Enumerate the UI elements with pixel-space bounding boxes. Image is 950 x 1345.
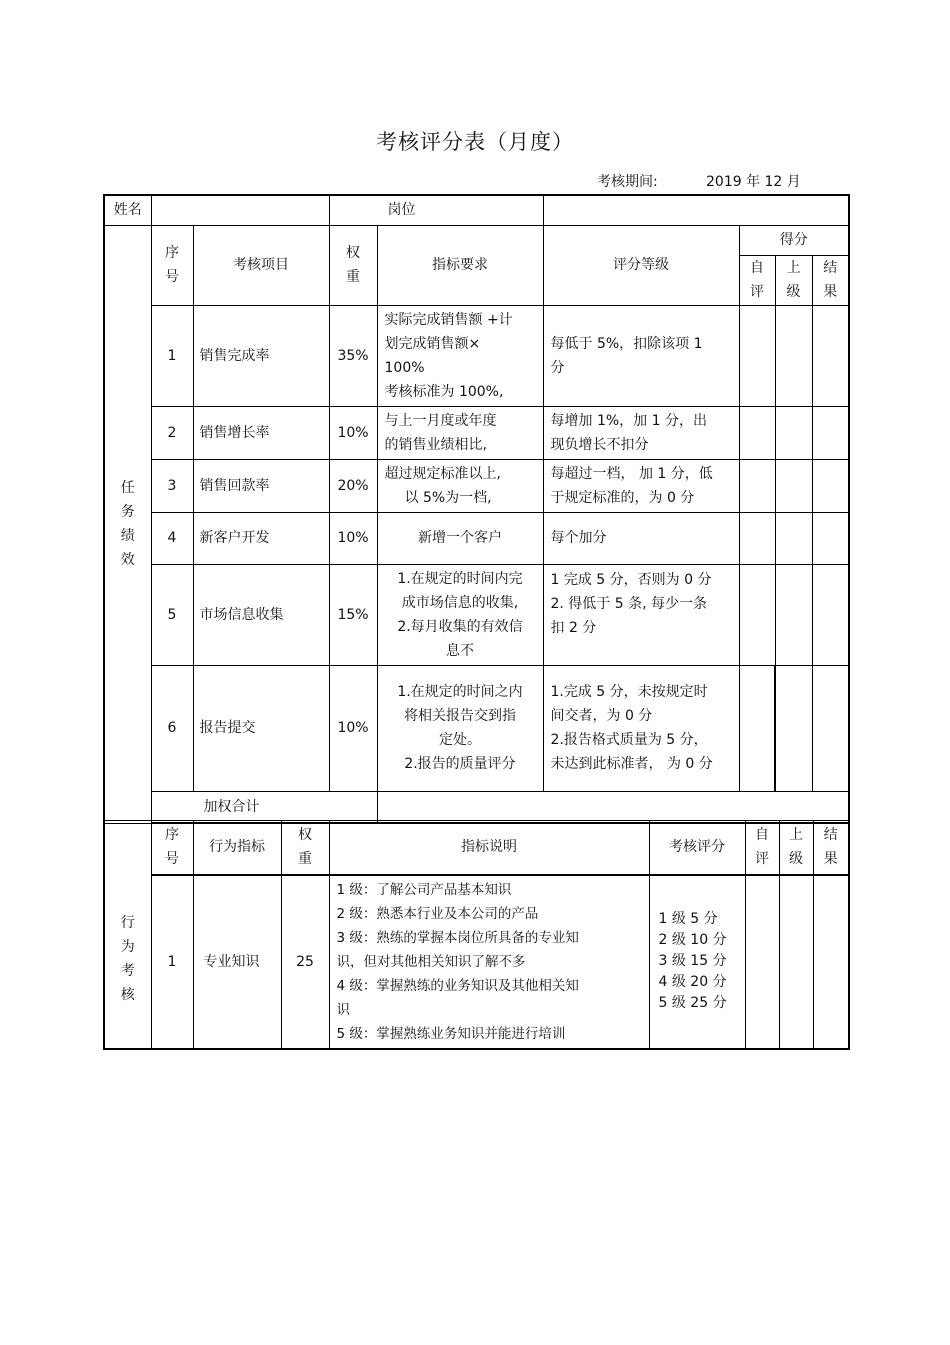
superior-score-cell[interactable] [779,875,813,1049]
row-grading: 每增加 1%，加 1 分，出 现负增长不扣分 [543,406,739,459]
table-row [104,305,849,406]
row-weight: 10% [329,512,377,564]
row-rating: 1 级 5 分 2 级 10 分 3 级 15 分 4 级 20 分 5 级 25 分 [649,875,745,1049]
self-score-cell[interactable] [739,665,775,791]
name-field[interactable] [151,195,329,225]
indicator-header: 行为指标 [193,821,281,875]
self-header: 自 评 [745,821,779,875]
position-label: 岗位 [329,195,543,225]
table-row [104,564,849,665]
task-section-label: 任 务 绩 效 [104,225,151,823]
result-score-cell[interactable] [812,512,849,564]
row-item: 销售回款率 [193,459,329,512]
self-score-cell[interactable] [739,459,775,512]
seq-header: 序 号 [151,225,193,305]
self-header: 自 评 [739,255,775,305]
row-seq: 4 [151,512,193,564]
row-requirement: 实际完成销售额 +计 划完成销售额× 100% 考核标准为 100%, [377,305,543,406]
period-label: 考核期间: [597,174,658,190]
table-row [104,459,849,512]
page-title: 考核评分表（月度） [376,130,574,154]
row-item: 销售增长率 [193,406,329,459]
table-row [104,512,849,564]
row-requirement: 1.在规定的时间内完 成市场信息的收集, 2.每月收集的有效信 息不 [377,564,543,665]
result-score-cell[interactable] [812,665,849,791]
row-requirement: 新增一个客户 [377,512,543,564]
row-indicator: 专业知识 [193,875,281,1049]
behavior-table [103,820,850,1050]
superior-header: 上 级 [775,255,812,305]
row-seq: 6 [151,665,193,791]
row-weight: 10% [329,406,377,459]
superior-score-cell[interactable] [775,564,812,665]
row-seq: 2 [151,406,193,459]
row-seq: 1 [151,305,193,406]
row-weight: 35% [329,305,377,406]
superior-score-cell[interactable] [775,406,812,459]
result-score-cell[interactable] [812,406,849,459]
self-score-cell[interactable] [739,512,775,564]
row-requirement: 超过规定标准以上, 以 5%为一档, [377,459,543,512]
row-item: 市场信息收集 [193,564,329,665]
grading-header: 评分等级 [543,225,739,305]
weighted-total-label: 加权合计 [151,791,377,823]
result-score-cell[interactable] [812,564,849,665]
seq-header: 序 号 [151,821,193,875]
row-item: 新客户开发 [193,512,329,564]
row-requirement: 1.在规定的时间之内 将相关报告交到指 定处。 2.报告的质量评分 [377,665,543,791]
self-score-cell[interactable] [739,406,775,459]
self-score-cell[interactable] [739,305,775,406]
weight-header: 权 重 [329,225,377,305]
position-field[interactable] [543,195,849,225]
row-grading: 1.完成 5 分，未按规定时 间交者，为 0 分 2.报告格式质量为 5 分， 未达到此标准者， 为 0 分 [543,665,739,791]
requirement-header: 指标要求 [377,225,543,305]
row-weight: 25 [281,875,329,1049]
name-label: 姓名 [104,195,151,225]
weight-header: 权 重 [281,821,329,875]
row-seq: 3 [151,459,193,512]
result-header: 结 果 [812,255,849,305]
weighted-total-value[interactable] [377,791,849,823]
row-grading: 1 完成 5 分，否则为 0 分 2. 得低于 5 条, 每少一条 扣 2 分 [543,564,739,665]
row-seq: 1 [151,875,193,1049]
table-row [104,875,849,1049]
table-row [104,406,849,459]
task-table [103,194,850,824]
superior-header: 上 级 [779,821,813,875]
result-header: 结 果 [813,821,849,875]
row-grading: 每个加分 [543,512,739,564]
superior-score-cell[interactable] [775,459,812,512]
superior-score-cell[interactable] [775,665,812,791]
row-item: 报告提交 [193,665,329,791]
score-header: 得分 [739,225,849,255]
item-header: 考核项目 [193,225,329,305]
superior-score-cell[interactable] [775,305,812,406]
row-seq: 5 [151,564,193,665]
row-weight: 15% [329,564,377,665]
row-requirement: 与上一月度或年度 的销售业绩相比, [377,406,543,459]
description-header: 指标说明 [329,821,649,875]
rating-header: 考核评分 [649,821,745,875]
row-weight: 10% [329,665,377,791]
behavior-section-label: 行 为 考 核 [104,821,151,1049]
result-score-cell[interactable] [812,305,849,406]
row-item: 销售完成率 [193,305,329,406]
result-score-cell[interactable] [813,875,849,1049]
row-weight: 20% [329,459,377,512]
row-description: 1 级：了解公司产品基本知识 2 级：熟悉本行业及本公司的产品 3 级：熟练的掌握本岗位所具备的专业知 识，但对其他相关知识了解不多 4 级：掌握熟练的业务知识及其他相关知 识 5 级：掌握熟练业务知识并能进行培训 [329,875,649,1049]
self-score-cell[interactable] [739,564,775,665]
result-score-cell[interactable] [812,459,849,512]
row-grading: 每超过一档， 加 1 分，低 于规定标准的，为 0 分 [543,459,739,512]
self-score-cell[interactable] [745,875,779,1049]
table-row [104,665,849,791]
row-grading: 每低于 5%，扣除该项 1 分 [543,305,739,406]
period-value: 2019 年 12 月 [706,174,801,190]
superior-score-cell[interactable] [775,512,812,564]
